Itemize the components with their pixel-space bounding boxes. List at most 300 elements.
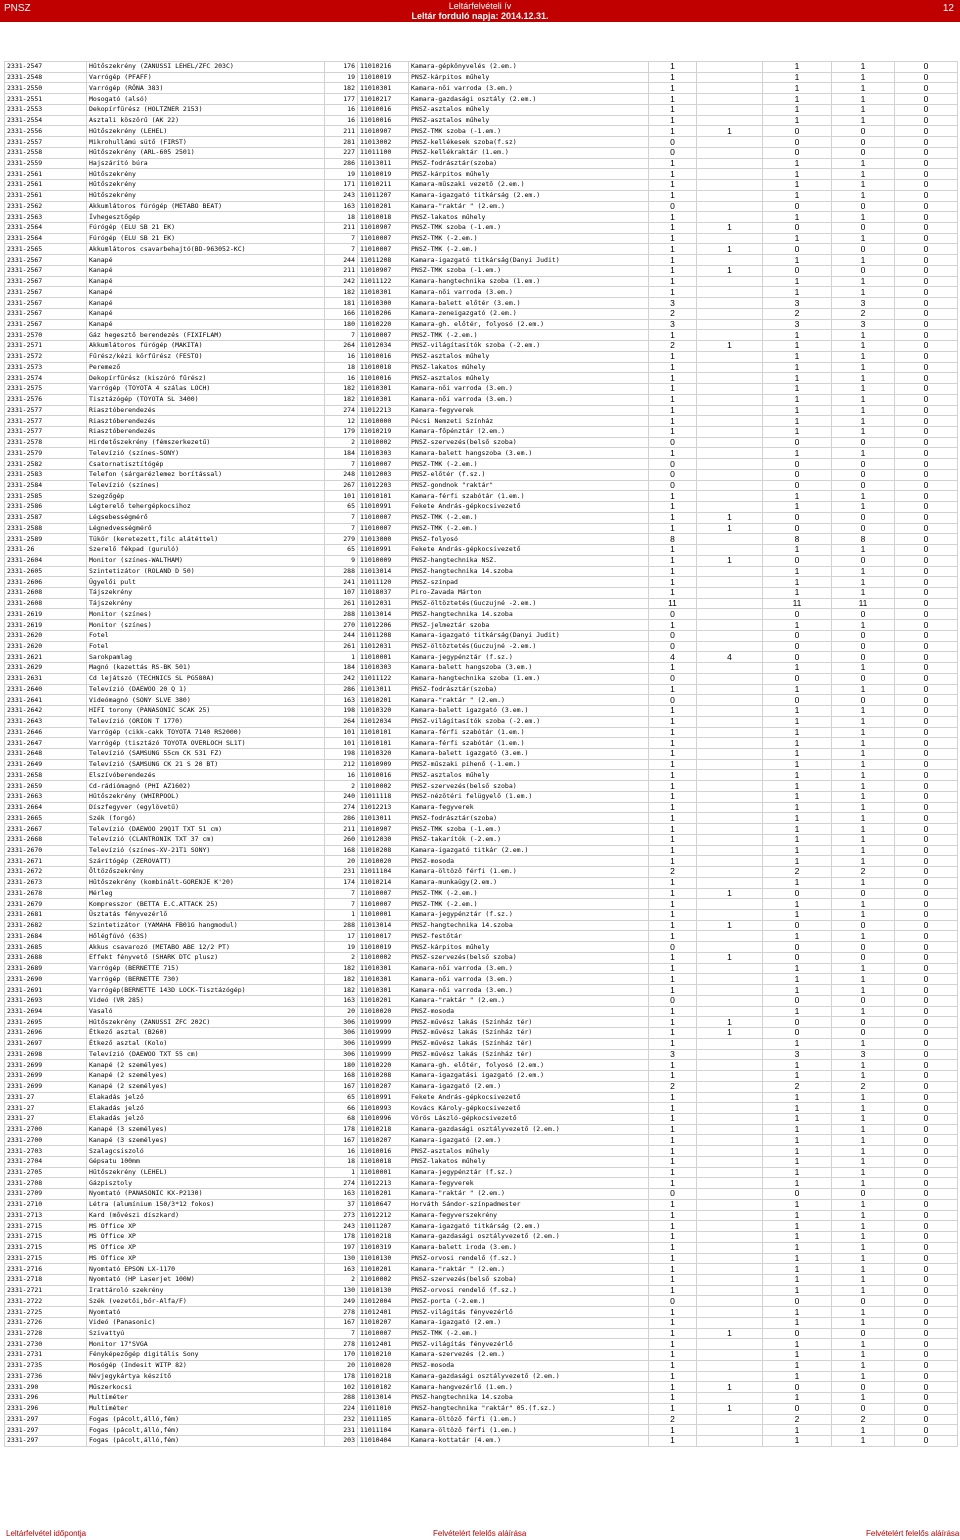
cell-asset-id: 2331-2640 (5, 684, 87, 695)
cell-qty-found: 1 (763, 791, 832, 802)
cell-asset-name: Díszfegyver (egylövetű) (87, 802, 325, 813)
cell-asset-name: Kanapé (2 személyes) (87, 1060, 325, 1071)
table-row (5, 158, 958, 169)
cell-qty-diff (697, 416, 763, 427)
cell-location-code: 182 (325, 394, 358, 405)
cell-qty-diff (697, 255, 763, 266)
cell-qty-found: 1 (763, 545, 832, 556)
table-row (5, 813, 958, 824)
cell-location-name: Fekete András-gépkocsivezető (409, 1092, 649, 1103)
cell-asset-name: Csatornatisztítógép (87, 459, 325, 470)
cell-qty-zero: 0 (895, 1382, 958, 1393)
cell-qty-diff (697, 534, 763, 545)
cell-qty-actual: 1 (832, 1113, 895, 1124)
cell-qty-found: 1 (763, 577, 832, 588)
table-row (5, 1135, 958, 1146)
table-row (5, 83, 958, 94)
cell-qty-diff (697, 1071, 763, 1082)
cell-location-id: 11010007 (358, 459, 409, 470)
cell-location-code: 18 (325, 362, 358, 373)
cell-location-id: 11010220 (358, 1060, 409, 1071)
cell-asset-name: Kanapé (87, 308, 325, 319)
table-row (5, 287, 958, 298)
cell-location-name: Fekete András-gépkocsivezető (409, 502, 649, 513)
cell-qty-zero: 0 (895, 1307, 958, 1318)
cell-qty-found: 1 (763, 781, 832, 792)
cell-asset-id: 2331-2715 (5, 1221, 87, 1232)
cell-qty-found: 1 (763, 813, 832, 824)
table-row (5, 459, 958, 470)
cell-qty-diff (697, 1006, 763, 1017)
table-row (5, 308, 958, 319)
cell-qty-found: 1 (763, 426, 832, 437)
cell-qty-actual: 1 (832, 1350, 895, 1361)
cell-location-id: 11010991 (358, 502, 409, 513)
cell-qty-found: 0 (763, 952, 832, 963)
cell-qty-book: 1 (649, 1360, 697, 1371)
cell-location-id: 11010907 (358, 126, 409, 137)
cell-qty-actual: 0 (832, 1017, 895, 1028)
cell-asset-name: Fényképezőgép digitális Sony (87, 1350, 325, 1361)
cell-qty-actual: 1 (832, 1167, 895, 1178)
cell-asset-id: 2331-2731 (5, 1350, 87, 1361)
table-row (5, 802, 958, 813)
cell-asset-name: Varrógép (RÓNA 383) (87, 83, 325, 94)
cell-location-id: 11010201 (358, 1264, 409, 1275)
cell-asset-name: Dekopírfűrész (HOLTZNER 2153) (87, 104, 325, 115)
cell-qty-zero: 0 (895, 1274, 958, 1285)
cell-location-name: PNSZ-műszaki pihenő (-1.em.) (409, 759, 649, 770)
cell-asset-name: Nyomtató (HP Laserjet 100W) (87, 1274, 325, 1285)
cell-location-code: 279 (325, 534, 358, 545)
cell-location-name: PNSZ-szervezés(belső szoba) (409, 952, 649, 963)
cell-asset-id: 2331-2681 (5, 910, 87, 921)
cell-asset-id: 2331-2582 (5, 459, 87, 470)
cell-qty-diff (697, 1178, 763, 1189)
cell-asset-id: 2331-2685 (5, 942, 87, 953)
cell-qty-diff (697, 587, 763, 598)
cell-qty-diff (697, 62, 763, 73)
cell-qty-found: 1 (763, 770, 832, 781)
cell-location-code: 163 (325, 201, 358, 212)
cell-location-id: 11013002 (358, 137, 409, 148)
cell-qty-book: 1 (649, 587, 697, 598)
cell-qty-zero: 0 (895, 265, 958, 276)
cell-qty-actual: 0 (832, 630, 895, 641)
cell-qty-found: 0 (763, 244, 832, 255)
cell-qty-diff (697, 663, 763, 674)
cell-qty-zero: 0 (895, 1135, 958, 1146)
cell-qty-book: 1 (649, 706, 697, 717)
cell-asset-name: Televízió (színes-SONY) (87, 448, 325, 459)
cell-location-code: 7 (325, 512, 358, 523)
cell-qty-diff (697, 373, 763, 384)
table-row (5, 190, 958, 201)
cell-qty-book: 1 (649, 351, 697, 362)
cell-asset-name: Cd lejátszó (TECHNICS SL PG580A) (87, 673, 325, 684)
cell-qty-found: 1 (763, 1071, 832, 1082)
cell-qty-actual: 0 (832, 137, 895, 148)
cell-location-name: PNSZ-világítasítók szoba (-2.em.) (409, 341, 649, 352)
cell-qty-found: 1 (763, 233, 832, 244)
cell-qty-actual: 1 (832, 169, 895, 180)
cell-qty-found: 1 (763, 158, 832, 169)
cell-qty-book: 1 (649, 910, 697, 921)
cell-location-id: 11010909 (358, 759, 409, 770)
cell-qty-zero: 0 (895, 276, 958, 287)
cell-asset-name: Videó (Panasonic) (87, 1317, 325, 1328)
cell-qty-book: 0 (649, 201, 697, 212)
cell-location-id: 11010130 (358, 1285, 409, 1296)
cell-asset-name: MS Office XP (87, 1253, 325, 1264)
cell-asset-id: 2331-2690 (5, 974, 87, 985)
cell-asset-id: 2331-2558 (5, 147, 87, 158)
cell-location-name: Kamara-fegyverek (409, 802, 649, 813)
cell-location-code: 18 (325, 212, 358, 223)
cell-location-name: PNSZ-asztalos műhely (409, 351, 649, 362)
cell-qty-zero: 0 (895, 169, 958, 180)
cell-qty-book: 4 (649, 652, 697, 663)
cell-qty-actual: 1 (832, 727, 895, 738)
cell-qty-diff (697, 1049, 763, 1060)
cell-qty-found: 1 (763, 1285, 832, 1296)
cell-location-name: Kamara-balett iroda (3.em.) (409, 1242, 649, 1253)
cell-asset-name: Varrógép (BERNETTE 715) (87, 963, 325, 974)
cell-location-code: 288 (325, 1393, 358, 1404)
cell-qty-book: 1 (649, 1242, 697, 1253)
cell-qty-book: 1 (649, 1264, 697, 1275)
cell-qty-diff (697, 1103, 763, 1114)
cell-location-id: 11010208 (358, 1071, 409, 1082)
cell-qty-book: 0 (649, 695, 697, 706)
cell-qty-found: 1 (763, 759, 832, 770)
cell-qty-book: 1 (649, 1060, 697, 1071)
cell-qty-diff (697, 137, 763, 148)
cell-qty-diff (697, 212, 763, 223)
cell-asset-name: MS Office XP (87, 1221, 325, 1232)
cell-asset-name: Hirdetőszekrény (fémszerkezetű) (87, 437, 325, 448)
cell-location-name: Kamara-szervezés (2.em.) (409, 1350, 649, 1361)
table-row (5, 641, 958, 652)
cell-location-code: 178 (325, 1124, 358, 1135)
cell-qty-book: 1 (649, 1232, 697, 1243)
table-row (5, 1081, 958, 1092)
cell-qty-zero: 0 (895, 695, 958, 706)
cell-asset-name: Szivattyú (87, 1328, 325, 1339)
cell-qty-actual: 1 (832, 1274, 895, 1285)
cell-qty-book: 1 (649, 1124, 697, 1135)
cell-qty-found: 1 (763, 856, 832, 867)
cell-location-name: PNSZ-lakatos műhely (409, 362, 649, 373)
cell-qty-zero: 0 (895, 190, 958, 201)
cell-location-code: 171 (325, 180, 358, 191)
cell-qty-actual: 1 (832, 1371, 895, 1382)
cell-qty-actual: 1 (832, 684, 895, 695)
cell-location-id: 11013011 (358, 684, 409, 695)
cell-qty-actual: 1 (832, 781, 895, 792)
cell-qty-diff (697, 1296, 763, 1307)
cell-location-name: Kovács Károly-gépkocsivezető (409, 1103, 649, 1114)
table-row (5, 1167, 958, 1178)
cell-location-code: 211 (325, 126, 358, 137)
cell-location-id: 11010130 (358, 1253, 409, 1264)
cell-qty-found: 1 (763, 963, 832, 974)
cell-qty-book: 1 (649, 502, 697, 513)
cell-asset-id: 2331-2631 (5, 673, 87, 684)
cell-qty-found: 1 (763, 115, 832, 126)
cell-asset-name: Nyomtató EPSON LX-1170 (87, 1264, 325, 1275)
cell-asset-id: 2331-2736 (5, 1371, 87, 1382)
cell-asset-name: Vasaló (87, 1006, 325, 1017)
cell-qty-found: 0 (763, 652, 832, 663)
cell-qty-book: 1 (649, 974, 697, 985)
cell-qty-book: 1 (649, 1403, 697, 1414)
cell-qty-actual: 1 (832, 974, 895, 985)
cell-location-id: 11010016 (358, 1146, 409, 1157)
cell-qty-diff (697, 566, 763, 577)
cell-asset-name: Étkező asztal (Kolo) (87, 1038, 325, 1049)
cell-asset-id: 2331-2621 (5, 652, 87, 663)
cell-asset-id: 2331-2547 (5, 62, 87, 73)
cell-asset-id: 2331-2577 (5, 405, 87, 416)
cell-qty-book: 1 (649, 1199, 697, 1210)
cell-asset-name: MS Office XP (87, 1232, 325, 1243)
cell-qty-diff (697, 1436, 763, 1447)
cell-qty-diff (697, 1264, 763, 1275)
cell-qty-actual: 1 (832, 416, 895, 427)
cell-qty-diff (697, 1189, 763, 1200)
cell-qty-found: 0 (763, 641, 832, 652)
cell-asset-id: 2331-2584 (5, 480, 87, 491)
cell-asset-name: Szintetizátor (ROLAND D 50) (87, 566, 325, 577)
cell-qty-zero: 0 (895, 845, 958, 856)
cell-asset-name: Akkus csavarozó (METABO ABE 12/2 PT) (87, 942, 325, 953)
cell-qty-actual: 1 (832, 1317, 895, 1328)
cell-location-code: 231 (325, 1425, 358, 1436)
cell-asset-name: Riasztóberendezés (87, 426, 325, 437)
table-row (5, 1403, 958, 1414)
cell-asset-name: Öltözőszekrény (87, 867, 325, 878)
cell-qty-zero: 0 (895, 749, 958, 760)
cell-location-code: 224 (325, 1403, 358, 1414)
cell-asset-id: 2331-2693 (5, 995, 87, 1006)
cell-location-id: 11010319 (358, 1242, 409, 1253)
cell-location-id: 11010907 (358, 223, 409, 234)
cell-location-name: Kamara-hangvezérlő (1.em.) (409, 1382, 649, 1393)
table-row (5, 695, 958, 706)
cell-qty-actual: 2 (832, 1081, 895, 1092)
cell-qty-zero: 0 (895, 963, 958, 974)
cell-qty-found: 1 (763, 716, 832, 727)
cell-location-name: Kamara-női varroda (3.em.) (409, 394, 649, 405)
table-row (5, 373, 958, 384)
cell-asset-name: Kard (mővészi díszkard) (87, 1210, 325, 1221)
cell-qty-actual: 1 (832, 1264, 895, 1275)
cell-location-code: 182 (325, 384, 358, 395)
table-row (5, 1328, 958, 1339)
cell-asset-name: HIFI torony (PANASONIC SCAK 25) (87, 706, 325, 717)
cell-qty-actual: 1 (832, 287, 895, 298)
table-row (5, 1274, 958, 1285)
cell-location-code: 1 (325, 910, 358, 921)
cell-qty-actual: 0 (832, 265, 895, 276)
table-row (5, 137, 958, 148)
cell-location-id: 11010020 (358, 1360, 409, 1371)
cell-asset-name: Akkumlátoros csavarbehajtó(BD-963052-KC) (87, 244, 325, 255)
cell-location-id: 11010303 (358, 663, 409, 674)
cell-qty-found: 1 (763, 1371, 832, 1382)
table-row (5, 995, 958, 1006)
cell-qty-book: 1 (649, 276, 697, 287)
cell-asset-id: 2331-2567 (5, 255, 87, 266)
cell-asset-name: Légterelő tehergépkocsihoz (87, 502, 325, 513)
cell-qty-book: 1 (649, 834, 697, 845)
cell-qty-diff (697, 469, 763, 480)
cell-asset-name: Kompresszor (BETTA E.C.ATTACK 25) (87, 899, 325, 910)
cell-qty-diff: 4 (697, 652, 763, 663)
cell-location-name: Kamara-öltöző férfi (1.em.) (409, 867, 649, 878)
cell-asset-id: 2331-27 (5, 1113, 87, 1124)
cell-qty-zero: 0 (895, 104, 958, 115)
cell-qty-zero: 0 (895, 630, 958, 641)
cell-qty-actual: 1 (832, 1285, 895, 1296)
cell-asset-id: 2331-2658 (5, 770, 87, 781)
cell-location-name: Kamara-igazgató (2.em.) (409, 1081, 649, 1092)
cell-asset-id: 2331-2564 (5, 223, 87, 234)
cell-location-code: 166 (325, 308, 358, 319)
cell-qty-found: 1 (763, 190, 832, 201)
cell-qty-found: 1 (763, 1006, 832, 1017)
cell-qty-found: 1 (763, 1274, 832, 1285)
table-row (5, 727, 958, 738)
cell-asset-id: 2331-2583 (5, 469, 87, 480)
cell-location-name: PNSZ-TMK (-2.em.) (409, 899, 649, 910)
cell-asset-id: 2331-2708 (5, 1178, 87, 1189)
cell-location-id: 11012213 (358, 802, 409, 813)
cell-qty-book: 1 (649, 72, 697, 83)
cell-location-name: Kamara-jegypénztár (f.sz.) (409, 910, 649, 921)
cell-asset-id: 2331-2725 (5, 1307, 87, 1318)
cell-qty-book: 1 (649, 223, 697, 234)
cell-qty-zero: 0 (895, 523, 958, 534)
table-row (5, 405, 958, 416)
table-row (5, 201, 958, 212)
cell-qty-actual: 1 (832, 1253, 895, 1264)
cell-asset-id: 2331-2688 (5, 952, 87, 963)
cell-location-name: Kamara-balett hangszoba (3.em.) (409, 663, 649, 674)
cell-location-name: Kamara-balett hangszoba (3.em.) (409, 448, 649, 459)
table-row (5, 62, 958, 73)
cell-location-id: 11010991 (358, 545, 409, 556)
cell-qty-actual: 1 (832, 212, 895, 223)
cell-qty-actual: 0 (832, 1028, 895, 1039)
cell-qty-zero: 0 (895, 255, 958, 266)
cell-location-code: 244 (325, 255, 358, 266)
cell-asset-id: 2331-2606 (5, 577, 87, 588)
cell-qty-diff (697, 620, 763, 631)
cell-qty-diff (697, 298, 763, 309)
cell-qty-diff (697, 1425, 763, 1436)
cell-location-id: 11019999 (358, 1038, 409, 1049)
cell-qty-found: 1 (763, 255, 832, 266)
cell-location-name: Kamara-igazgató titkár (2.em.) (409, 845, 649, 856)
cell-location-id: 11010009 (358, 555, 409, 566)
cell-qty-diff (697, 609, 763, 620)
table-row (5, 1028, 958, 1039)
cell-qty-zero: 0 (895, 759, 958, 770)
cell-asset-name: Fogas (pácolt,álló,fém) (87, 1425, 325, 1436)
cell-location-name: PNSZ-TMK (-2.em.) (409, 1328, 649, 1339)
cell-location-code: 198 (325, 706, 358, 717)
cell-qty-found: 1 (763, 1146, 832, 1157)
cell-location-id: 11010207 (358, 1317, 409, 1328)
cell-location-code: 286 (325, 684, 358, 695)
cell-location-code: 7 (325, 523, 358, 534)
cell-asset-id: 2331-2679 (5, 899, 87, 910)
cell-qty-zero: 0 (895, 1296, 958, 1307)
table-row (5, 502, 958, 513)
cell-qty-zero: 0 (895, 351, 958, 362)
cell-asset-name: Televízió (DAEWOO TXT 55 cm) (87, 1049, 325, 1060)
cell-asset-id: 2331-2567 (5, 319, 87, 330)
cell-asset-name: Akkumlátoros fúrógép (MAKITA) (87, 341, 325, 352)
cell-location-name: Kamara-jegypénztár (f.sz.) (409, 652, 649, 663)
cell-qty-book: 1 (649, 716, 697, 727)
cell-qty-diff (697, 727, 763, 738)
cell-asset-name: Hajszárító búra (87, 158, 325, 169)
cell-qty-actual: 2 (832, 1414, 895, 1425)
cell-qty-book: 1 (649, 1135, 697, 1146)
table-row (5, 845, 958, 856)
cell-qty-actual: 1 (832, 985, 895, 996)
cell-qty-diff (697, 276, 763, 287)
cell-location-id: 11019999 (358, 1028, 409, 1039)
cell-qty-zero: 0 (895, 824, 958, 835)
cell-qty-zero: 0 (895, 1232, 958, 1243)
cell-location-code: 16 (325, 115, 358, 126)
cell-qty-diff (697, 598, 763, 609)
cell-location-name: Kamara-gh. előtér, folyosó (2.em.) (409, 319, 649, 330)
cell-location-name: PNSZ-nézőtéri felügyelő (1.em.) (409, 791, 649, 802)
cell-location-name: Kamara-férfi szabótár (1.em.) (409, 491, 649, 502)
table-row (5, 673, 958, 684)
cell-qty-found: 3 (763, 319, 832, 330)
cell-asset-name: Effekt fényvető (SHARK DTC plusz) (87, 952, 325, 963)
cell-qty-diff (697, 867, 763, 878)
table-row (5, 1360, 958, 1371)
cell-qty-diff (697, 1393, 763, 1404)
cell-qty-actual: 1 (832, 341, 895, 352)
cell-asset-id: 2331-2682 (5, 920, 87, 931)
cell-qty-actual: 1 (832, 1124, 895, 1135)
table-row (5, 1210, 958, 1221)
header-subtitle: Leltár forduló napja: 2014.12.31. (411, 11, 549, 21)
cell-qty-zero: 0 (895, 1425, 958, 1436)
cell-location-id: 11010991 (358, 1092, 409, 1103)
table-row (5, 1264, 958, 1275)
cell-asset-id: 2331-2556 (5, 126, 87, 137)
cell-qty-zero: 0 (895, 298, 958, 309)
cell-asset-name: Elszívóberendezés (87, 770, 325, 781)
cell-location-code: 176 (325, 62, 358, 73)
cell-qty-diff (697, 1371, 763, 1382)
cell-qty-zero: 0 (895, 1371, 958, 1382)
cell-location-id: 11010018 (358, 362, 409, 373)
cell-qty-diff (697, 1285, 763, 1296)
cell-qty-book: 1 (649, 1350, 697, 1361)
cell-qty-found: 1 (763, 684, 832, 695)
cell-location-id: 11010210 (358, 1350, 409, 1361)
